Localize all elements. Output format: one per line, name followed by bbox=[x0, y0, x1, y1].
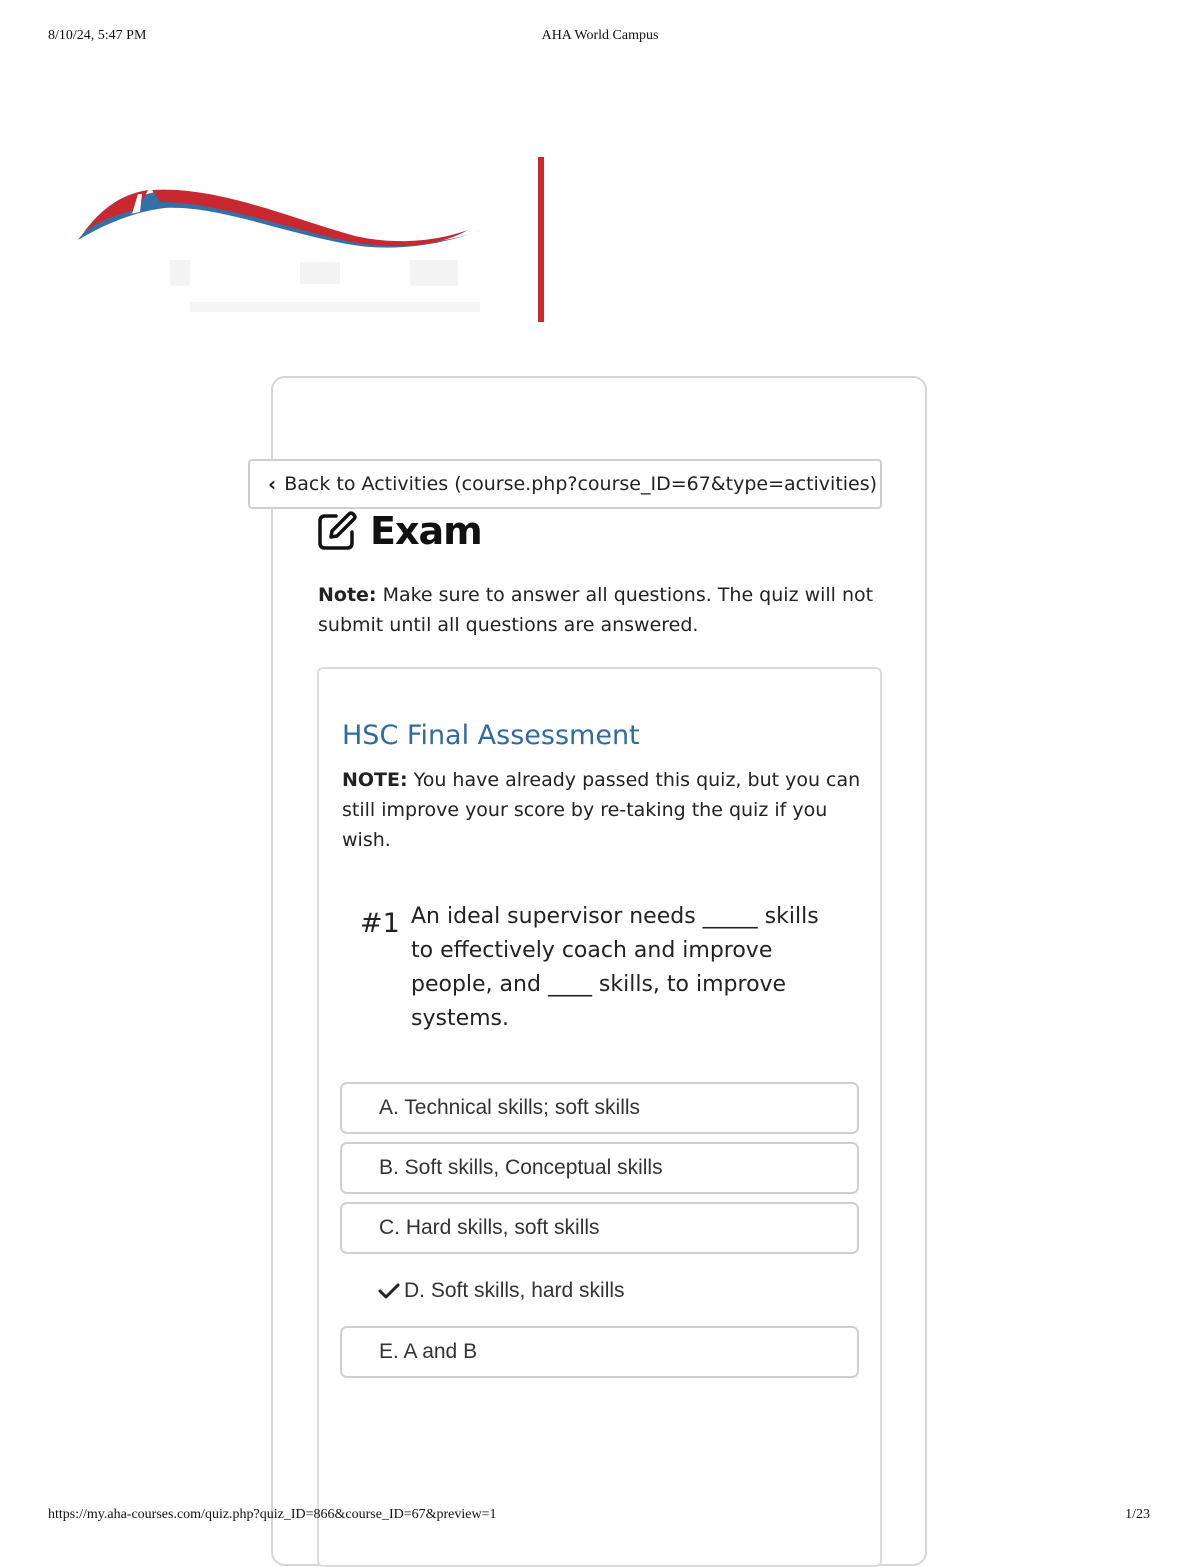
page-title bbox=[316, 506, 482, 556]
print-page-number: 1/23 bbox=[1125, 1507, 1150, 1522]
back-button-label: Back to Activities (course.php?course_ID=67&type=activities) bbox=[284, 473, 878, 495]
print-footer bbox=[0, 1507, 1200, 1527]
answer-option-d[interactable] bbox=[340, 1265, 859, 1317]
exam-note-label: Note: bbox=[318, 584, 377, 606]
answer-option-label: E. A and B bbox=[379, 1340, 478, 1363]
checkmark-icon bbox=[378, 1282, 400, 1300]
answer-option-b[interactable] bbox=[340, 1142, 859, 1194]
print-url: https://my.aha-courses.com/quiz.php?quiz_ID=866&course_ID=67&preview=1 bbox=[48, 1507, 497, 1522]
answer-option-e[interactable] bbox=[340, 1326, 859, 1378]
answer-option-c[interactable] bbox=[340, 1202, 859, 1254]
quiz-note-label: NOTE: bbox=[342, 769, 408, 791]
edit-icon bbox=[316, 510, 358, 552]
answer-option-label: C. Hard skills, soft skills bbox=[379, 1216, 600, 1239]
print-title: AHA World Campus bbox=[541, 28, 659, 43]
answer-option-label: B. Soft skills, Conceptual skills bbox=[379, 1156, 663, 1179]
print-date: 8/10/24, 5:47 PM bbox=[48, 28, 147, 43]
print-header bbox=[0, 28, 1200, 48]
answer-option-label: A. Technical skills; soft skills bbox=[379, 1096, 641, 1119]
back-to-activities-button[interactable] bbox=[248, 459, 882, 509]
aha-logo bbox=[70, 180, 500, 330]
exam-note bbox=[318, 580, 888, 640]
question-text: An ideal supervisor needs _____ skills to effectively coach and improve people, and ____ skills, to improve systems. bbox=[411, 904, 819, 1031]
quiz-note bbox=[342, 765, 862, 855]
quiz-note-text: You have already passed this quiz, but you can still improve your score by re-taking the quiz if you wish. bbox=[342, 769, 861, 851]
exam-title-text: Exam bbox=[370, 509, 482, 553]
exam-note-text: Make sure to answer all questions. The quiz will not submit until all questions are answered. bbox=[318, 584, 874, 636]
question-number: #1 bbox=[360, 908, 400, 939]
logo-divider bbox=[538, 157, 544, 322]
quiz-title: HSC Final Assessment bbox=[342, 720, 640, 751]
answer-option-label: D. Soft skills, hard skills bbox=[404, 1279, 625, 1302]
answer-option-a[interactable] bbox=[340, 1082, 859, 1134]
chevron-left-icon: ‹ bbox=[268, 472, 277, 496]
